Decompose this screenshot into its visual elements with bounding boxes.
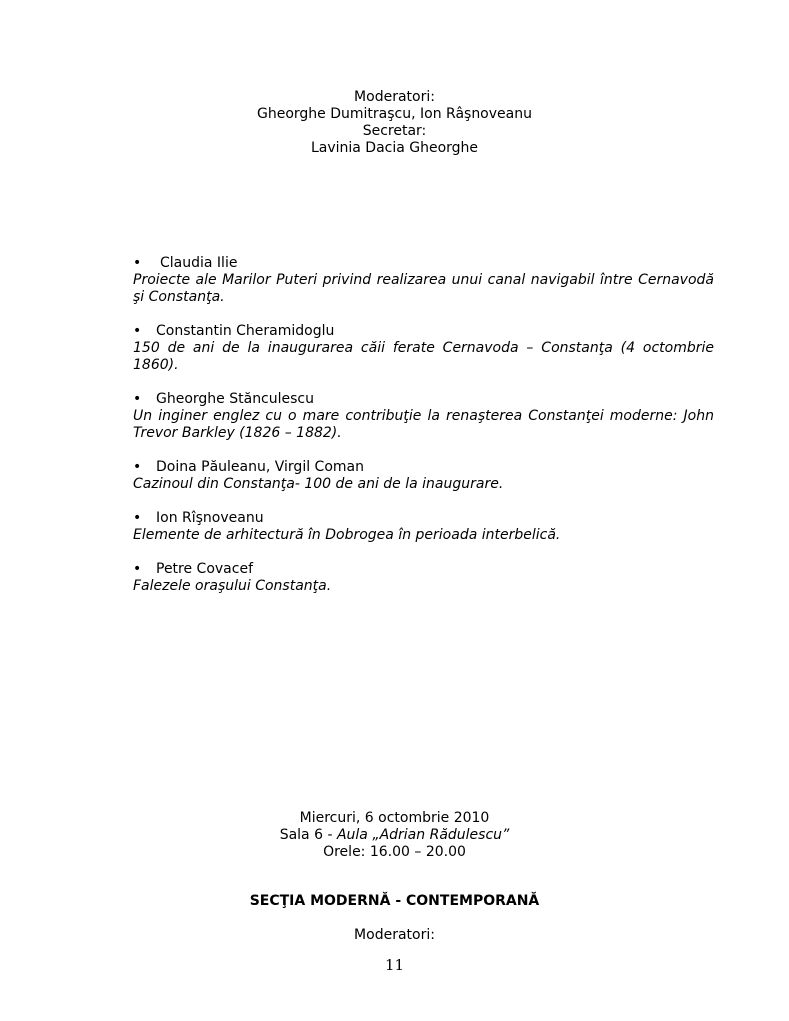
bullet-icon: • [133, 255, 142, 271]
presentation-title: Un inginer englez cu o mare contribuţie la renaşterea Constanţei moderne: John Trevor Barkley (1826 – 1882). [133, 408, 714, 441]
list-item [133, 459, 714, 493]
author-name: Gheorghe Stănculescu [156, 391, 314, 407]
section-title: SECŢIA MODERNĂ - CONTEMPORANĂ [249, 893, 540, 909]
author-line [133, 323, 714, 340]
bullet-icon: • [133, 459, 142, 475]
list-item [133, 510, 714, 544]
bullet-icon: • [133, 391, 142, 407]
author-name: Doina Păuleanu, Virgil Coman [156, 459, 364, 475]
presentation-title: Cazinoul din Constanţa- 100 de ani de la inaugurare. [133, 476, 504, 492]
bullet-icon: • [133, 323, 142, 339]
bullet-icon: • [133, 510, 142, 526]
presentation-title: Falezele oraşului Constanţa. [133, 578, 332, 594]
section-moderators-label: Moderatori: [354, 927, 435, 943]
author-line [133, 561, 714, 578]
author-line [133, 255, 714, 272]
session-info [0, 810, 789, 861]
session-hours: Orele: 16.00 – 20.00 [323, 844, 466, 860]
session-room [0, 827, 789, 844]
session-header [0, 89, 789, 157]
presentation-title: Elemente de arhitectură în Dobrogea în perioada interbelică. [133, 527, 561, 543]
list-item [133, 391, 714, 442]
author-name: Ion Rîşnoveanu [156, 510, 264, 526]
moderators-names: Gheorghe Dumitraşcu, Ion Râşnoveanu [257, 106, 532, 122]
secretary-name: Lavinia Dacia Gheorghe [310, 140, 479, 156]
author-line [133, 391, 714, 408]
room-name: Aula „Adrian Rădulescu” [336, 827, 510, 843]
presentation-title: Proiecte ale Marilor Puteri privind realizarea unui canal navigabil între Cernavodă şi Constanţa. [133, 272, 714, 305]
list-item [133, 255, 714, 306]
author-name: Petre Covacef [156, 561, 254, 577]
author-line [133, 510, 714, 527]
page-number: 11 [384, 956, 405, 974]
list-item [133, 323, 714, 374]
presentation-list [133, 255, 714, 612]
author-line [133, 459, 714, 476]
author-name: Constantin Cheramidoglu [156, 323, 335, 339]
bullet-icon: • [133, 561, 142, 577]
session-date: Miercuri, 6 octombrie 2010 [299, 810, 490, 826]
presentation-title: 150 de ani de la inaugurarea căii ferate Cernavoda – Constanţa (4 octombrie 1860). [133, 340, 714, 373]
author-name: Claudia Ilie [160, 255, 238, 271]
list-item [133, 561, 714, 595]
room-prefix: Sala 6 - [279, 827, 337, 843]
moderators-label: Moderatori: [354, 89, 435, 105]
secretary-label: Secretar: [362, 123, 427, 139]
